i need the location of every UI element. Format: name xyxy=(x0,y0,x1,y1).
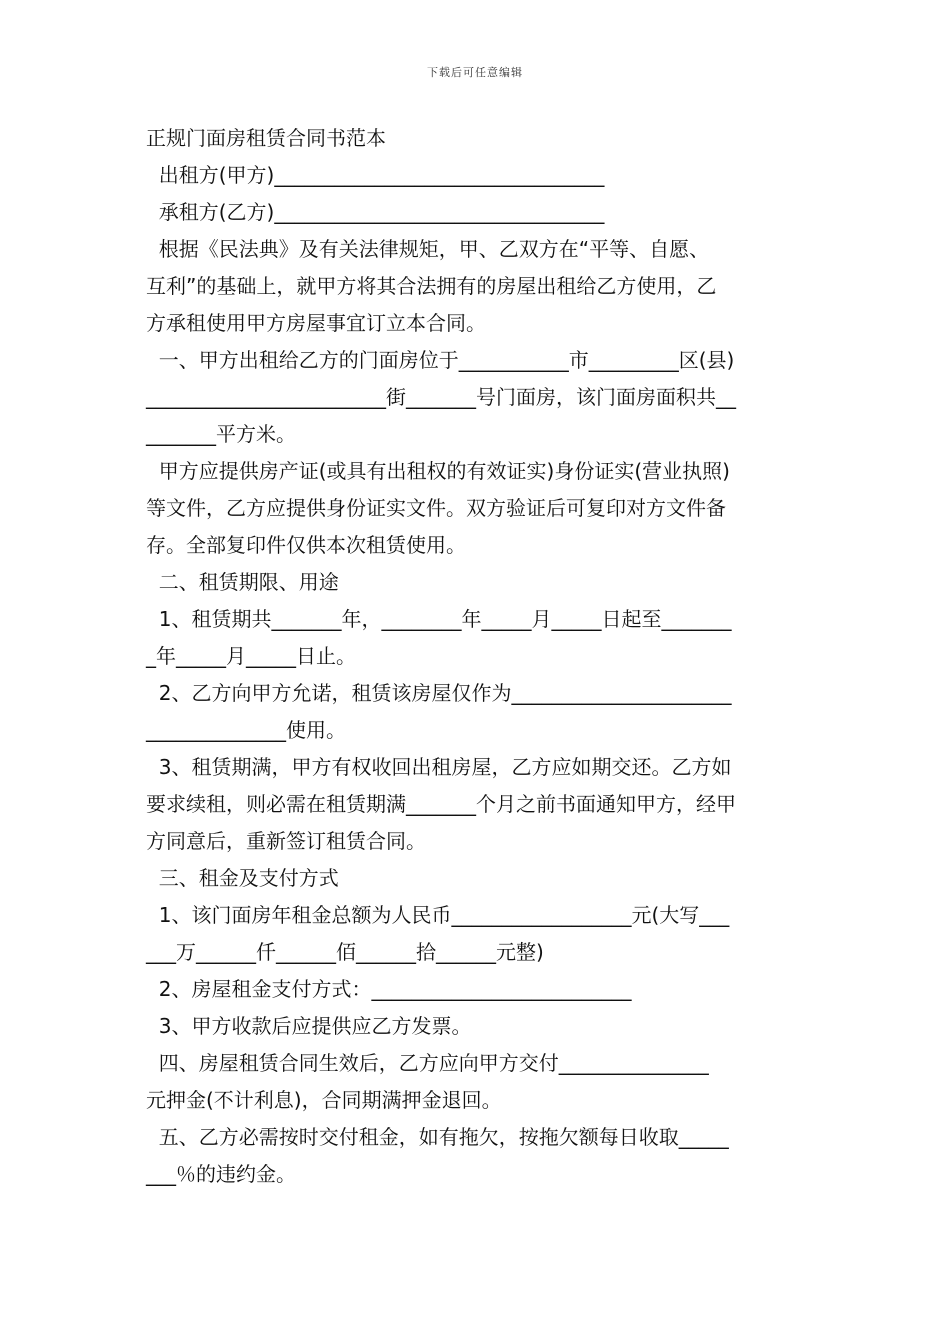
paragraph-line: 方承租使用甲方房屋事宜订立本合同。 xyxy=(146,311,486,335)
paragraph-line: 一、甲方出租给乙方的门面房位于___________市_________区(县) xyxy=(146,348,735,372)
paragraph-line: 3、甲方收款后应提供应乙方发票。 xyxy=(146,1014,472,1038)
paragraph-line: 三、租金及支付方式 xyxy=(146,866,339,890)
paragraph-line: 出租方(甲方)_________________________________ xyxy=(146,163,605,187)
header-note: 下载后可任意编辑 xyxy=(427,66,523,79)
contract-title: 正规门面房租赁合同书范本 xyxy=(146,126,386,150)
paragraph-line: 二、租赁期限、用途 xyxy=(146,570,339,594)
paragraph-line: 元押金(不计利息)，合同期满押金退回。 xyxy=(146,1088,502,1112)
paragraph-line: _年_____月_____日止。 xyxy=(146,644,356,668)
paragraph-line: 2、乙方向甲方允诺，租赁该房屋仅作为______________________ xyxy=(146,681,732,705)
paragraph-line: _______平方米。 xyxy=(146,422,296,446)
contract-body xyxy=(146,120,814,1193)
paragraph-line: 互利”的基础上，就甲方将其合法拥有的房屋出租给乙方使用，乙 xyxy=(146,274,717,298)
paragraph-line: 方同意后，重新签订租赁合同。 xyxy=(146,829,426,853)
paragraph-line: 存。全部复印件仅供本次租赁使用。 xyxy=(146,533,466,557)
paragraph-line: 承租方(乙方)_________________________________ xyxy=(146,200,605,224)
paragraph-line: 1、该门面房年租金总额为人民币__________________元(大写___ xyxy=(146,903,730,927)
paragraph-line: 四、房屋租赁合同生效后，乙方应向甲方交付_______________ xyxy=(146,1051,709,1075)
paragraph-line: 要求续租，则必需在租赁期满_______个月之前书面通知甲方，经甲 xyxy=(146,792,736,816)
paragraph-line: 甲方应提供房产证(或具有出租权的有效证实)身份证实(营业执照) xyxy=(146,459,730,483)
paragraph-line: 2、房屋租金支付方式：__________________________ xyxy=(146,977,632,1001)
paragraph-line: ______________使用。 xyxy=(146,718,346,742)
paragraph-line: 根据《民法典》及有关法律规矩，甲、乙双方在“平等、自愿、 xyxy=(146,237,710,261)
paragraph-line: 等文件，乙方应提供身份证实文件。双方验证后可复印对方文件备 xyxy=(146,496,726,520)
paragraph-line: 五、乙方必需按时交付租金，如有拖欠，按拖欠额每日收取_____ xyxy=(146,1125,729,1149)
paragraph-line: ________________________街_______号门面房，该门面房面积共__ xyxy=(146,385,736,409)
paragraph-line: 1、租赁期共_______年，________年_____月_____日起至_______ xyxy=(146,607,732,631)
paragraph-line: 3、租赁期满，甲方有权收回出租房屋，乙方应如期交还。乙方如 xyxy=(146,755,732,779)
paragraph-line: ___万______仟______佰______拾______元整) xyxy=(146,940,544,964)
paragraph-line: ___％的违约金。 xyxy=(146,1162,296,1186)
